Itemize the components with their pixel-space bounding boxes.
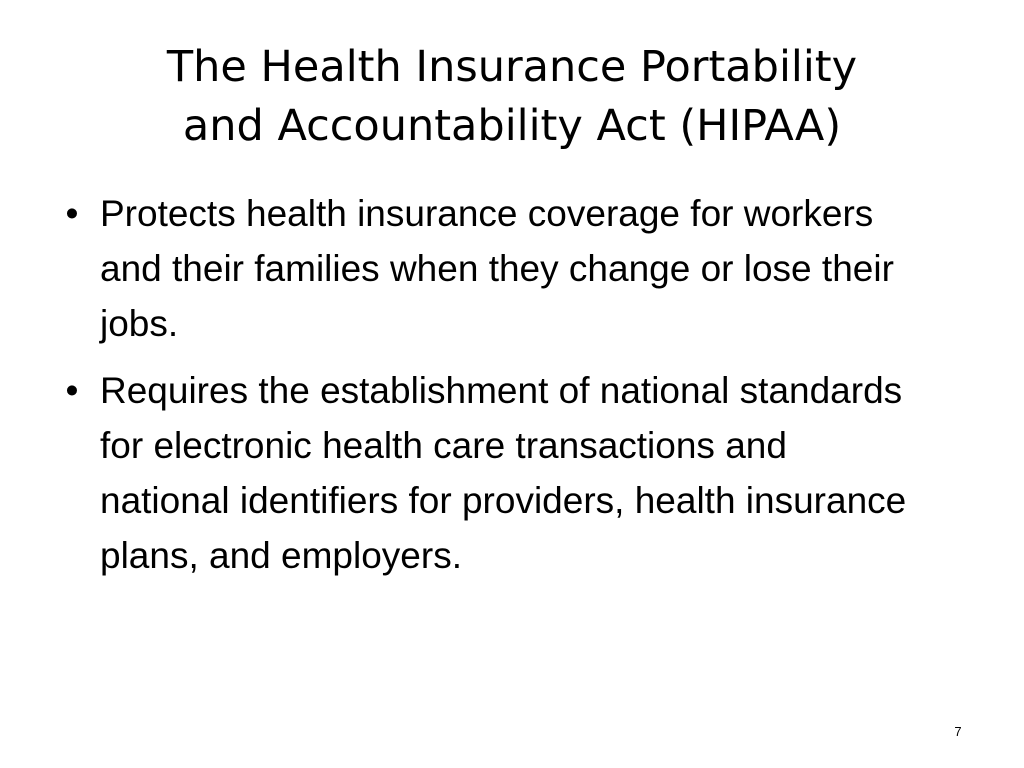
bullet-icon: • — [65, 370, 79, 411]
slide-title-line-2: and Accountability Act (HIPAA) — [182, 101, 842, 151]
bullet-item-standards — [58, 363, 908, 583]
bullet-item-coverage — [58, 186, 908, 351]
bullet-text: Protects health insurance coverage for workers and their families when they change or lose their jobs. — [100, 193, 894, 344]
bullet-list — [58, 186, 908, 595]
page-number: 7 — [954, 724, 962, 739]
bullet-text: Requires the establishment of national standards for electronic health care transactions and national identifiers for providers, health insurance plans, and employers. — [100, 370, 907, 576]
bullet-icon: • — [65, 193, 79, 234]
slide-title — [60, 38, 964, 156]
slide-title-line-1: The Health Insurance Portability — [166, 42, 858, 92]
